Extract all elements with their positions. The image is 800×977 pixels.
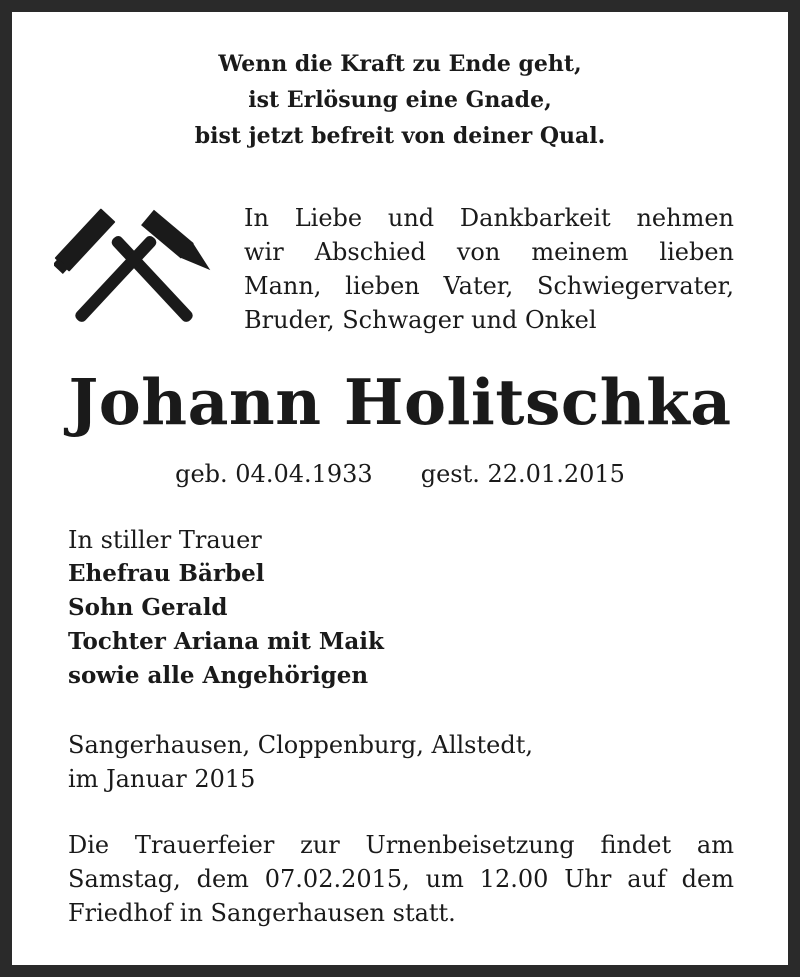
crossed-hammers-icon (54, 198, 212, 340)
intro-text (244, 201, 734, 337)
places-line: Sangerhausen, Cloppenburg, Allstedt, (68, 731, 533, 759)
mourners-heading: In stiller Trauer (68, 526, 262, 554)
month-line: im Januar 2015 (68, 765, 256, 793)
opening-quote (0, 46, 800, 154)
deceased-name: Johann Holitschka (68, 365, 732, 439)
intro-line-3: Mann, lieben Vater, Schwiegervater, (244, 272, 734, 300)
service-line-3: Friedhof in Sangerhausen statt. (68, 899, 456, 927)
place-and-date (68, 728, 748, 796)
funeral-service-notice (68, 828, 734, 930)
birth-date: geb. 04.04.1933 (175, 460, 373, 488)
service-line-1: Die Trauerfeier zur Urnenbeisetzung findet am (68, 831, 734, 859)
death-date: gest. 22.01.2015 (420, 460, 625, 488)
intro-line-4: Bruder, Schwager und Onkel (244, 306, 597, 334)
mourner-name: Ehefrau Bärbel (68, 560, 265, 587)
quote-line-2: ist Erlösung eine Gnade, (248, 87, 552, 113)
mourner-name: sowie alle Angehörigen (68, 662, 369, 689)
service-line-2: Samstag, dem 07.02.2015, um 12.00 Uhr auf dem (68, 865, 734, 893)
intro-line-1: In Liebe und Dankbarkeit nehmen (244, 204, 734, 232)
mourner-name: Tochter Ariana mit Maik (68, 628, 384, 655)
quote-line-3: bist jetzt befreit von deiner Qual. (194, 123, 606, 149)
quote-line-1: Wenn die Kraft zu Ende geht, (218, 51, 582, 77)
life-dates (0, 457, 800, 491)
mourner-name: Sohn Gerald (68, 594, 228, 621)
mourners-block (68, 523, 748, 693)
intro-line-2: wir Abschied von meinem lieben (244, 238, 734, 266)
